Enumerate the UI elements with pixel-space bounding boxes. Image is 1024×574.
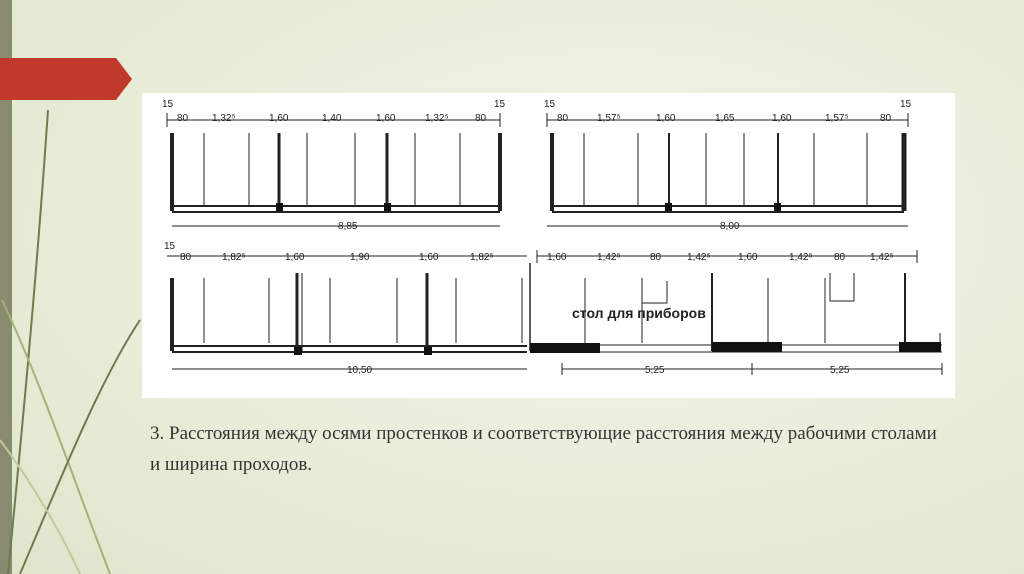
br-dim: 80 [834,252,846,263]
bl-dim: 1,82⁵ [470,252,494,263]
figure-caption: 3. Расстояния между осями простенков и соответствующие расстояния между рабочими столами и ширина проходов. [150,423,937,475]
bl-dim: 1,82⁵ [222,252,246,263]
tr-total: 8,00 [720,221,740,232]
tr-dim: 80 [880,113,892,124]
br-dim: 1,42⁵ [789,252,813,263]
tl-edge-left: 15 [162,99,174,110]
bl-dim: 80 [180,252,192,263]
br-dim: 1,60 [738,252,758,263]
bl-total: 10,50 [347,365,373,376]
tl-edge-right: 15 [494,99,506,110]
tr-dim: 1,60 [772,113,792,124]
tl-dim: 80 [475,113,487,124]
bl-dim: 1,90 [350,252,370,263]
workshop-layout-diagram [142,93,955,398]
br-dim: 1,42⁵ [870,252,894,263]
tr-dim: 1,57⁵ [597,113,621,124]
br-dim: 1,42⁵ [687,252,711,263]
bl-dim: 1,60 [285,252,305,263]
tl-dim: 1,32⁵ [425,113,449,124]
tl-dim: 80 [177,113,189,124]
instrument-table-label: стол для приборов [572,305,706,321]
tr-edge-right: 15 [900,99,912,110]
tl-dim: 1,60 [376,113,396,124]
tl-total: 8,85 [338,221,358,232]
tr-dim: 1,65 [715,113,735,124]
br-dim: 1,60 [547,252,567,263]
tr-dim: 1,60 [656,113,676,124]
tl-dim: 1,40 [322,113,342,124]
bl-edge-left: 15 [164,241,176,252]
tl-dim: 1,32⁵ [212,113,236,124]
tr-dim: 1,57⁵ [825,113,849,124]
br-total-2: 5,25 [830,365,850,376]
tr-edge-left: 15 [544,99,556,110]
tr-dim: 80 [557,113,569,124]
br-dim: 80 [650,252,662,263]
bl-dim: 1,60 [419,252,439,263]
tl-dim: 1,60 [269,113,289,124]
br-dim: 1,42⁵ [597,252,621,263]
title-accent-tab [0,58,132,100]
br-total-1: 5,25 [645,365,665,376]
